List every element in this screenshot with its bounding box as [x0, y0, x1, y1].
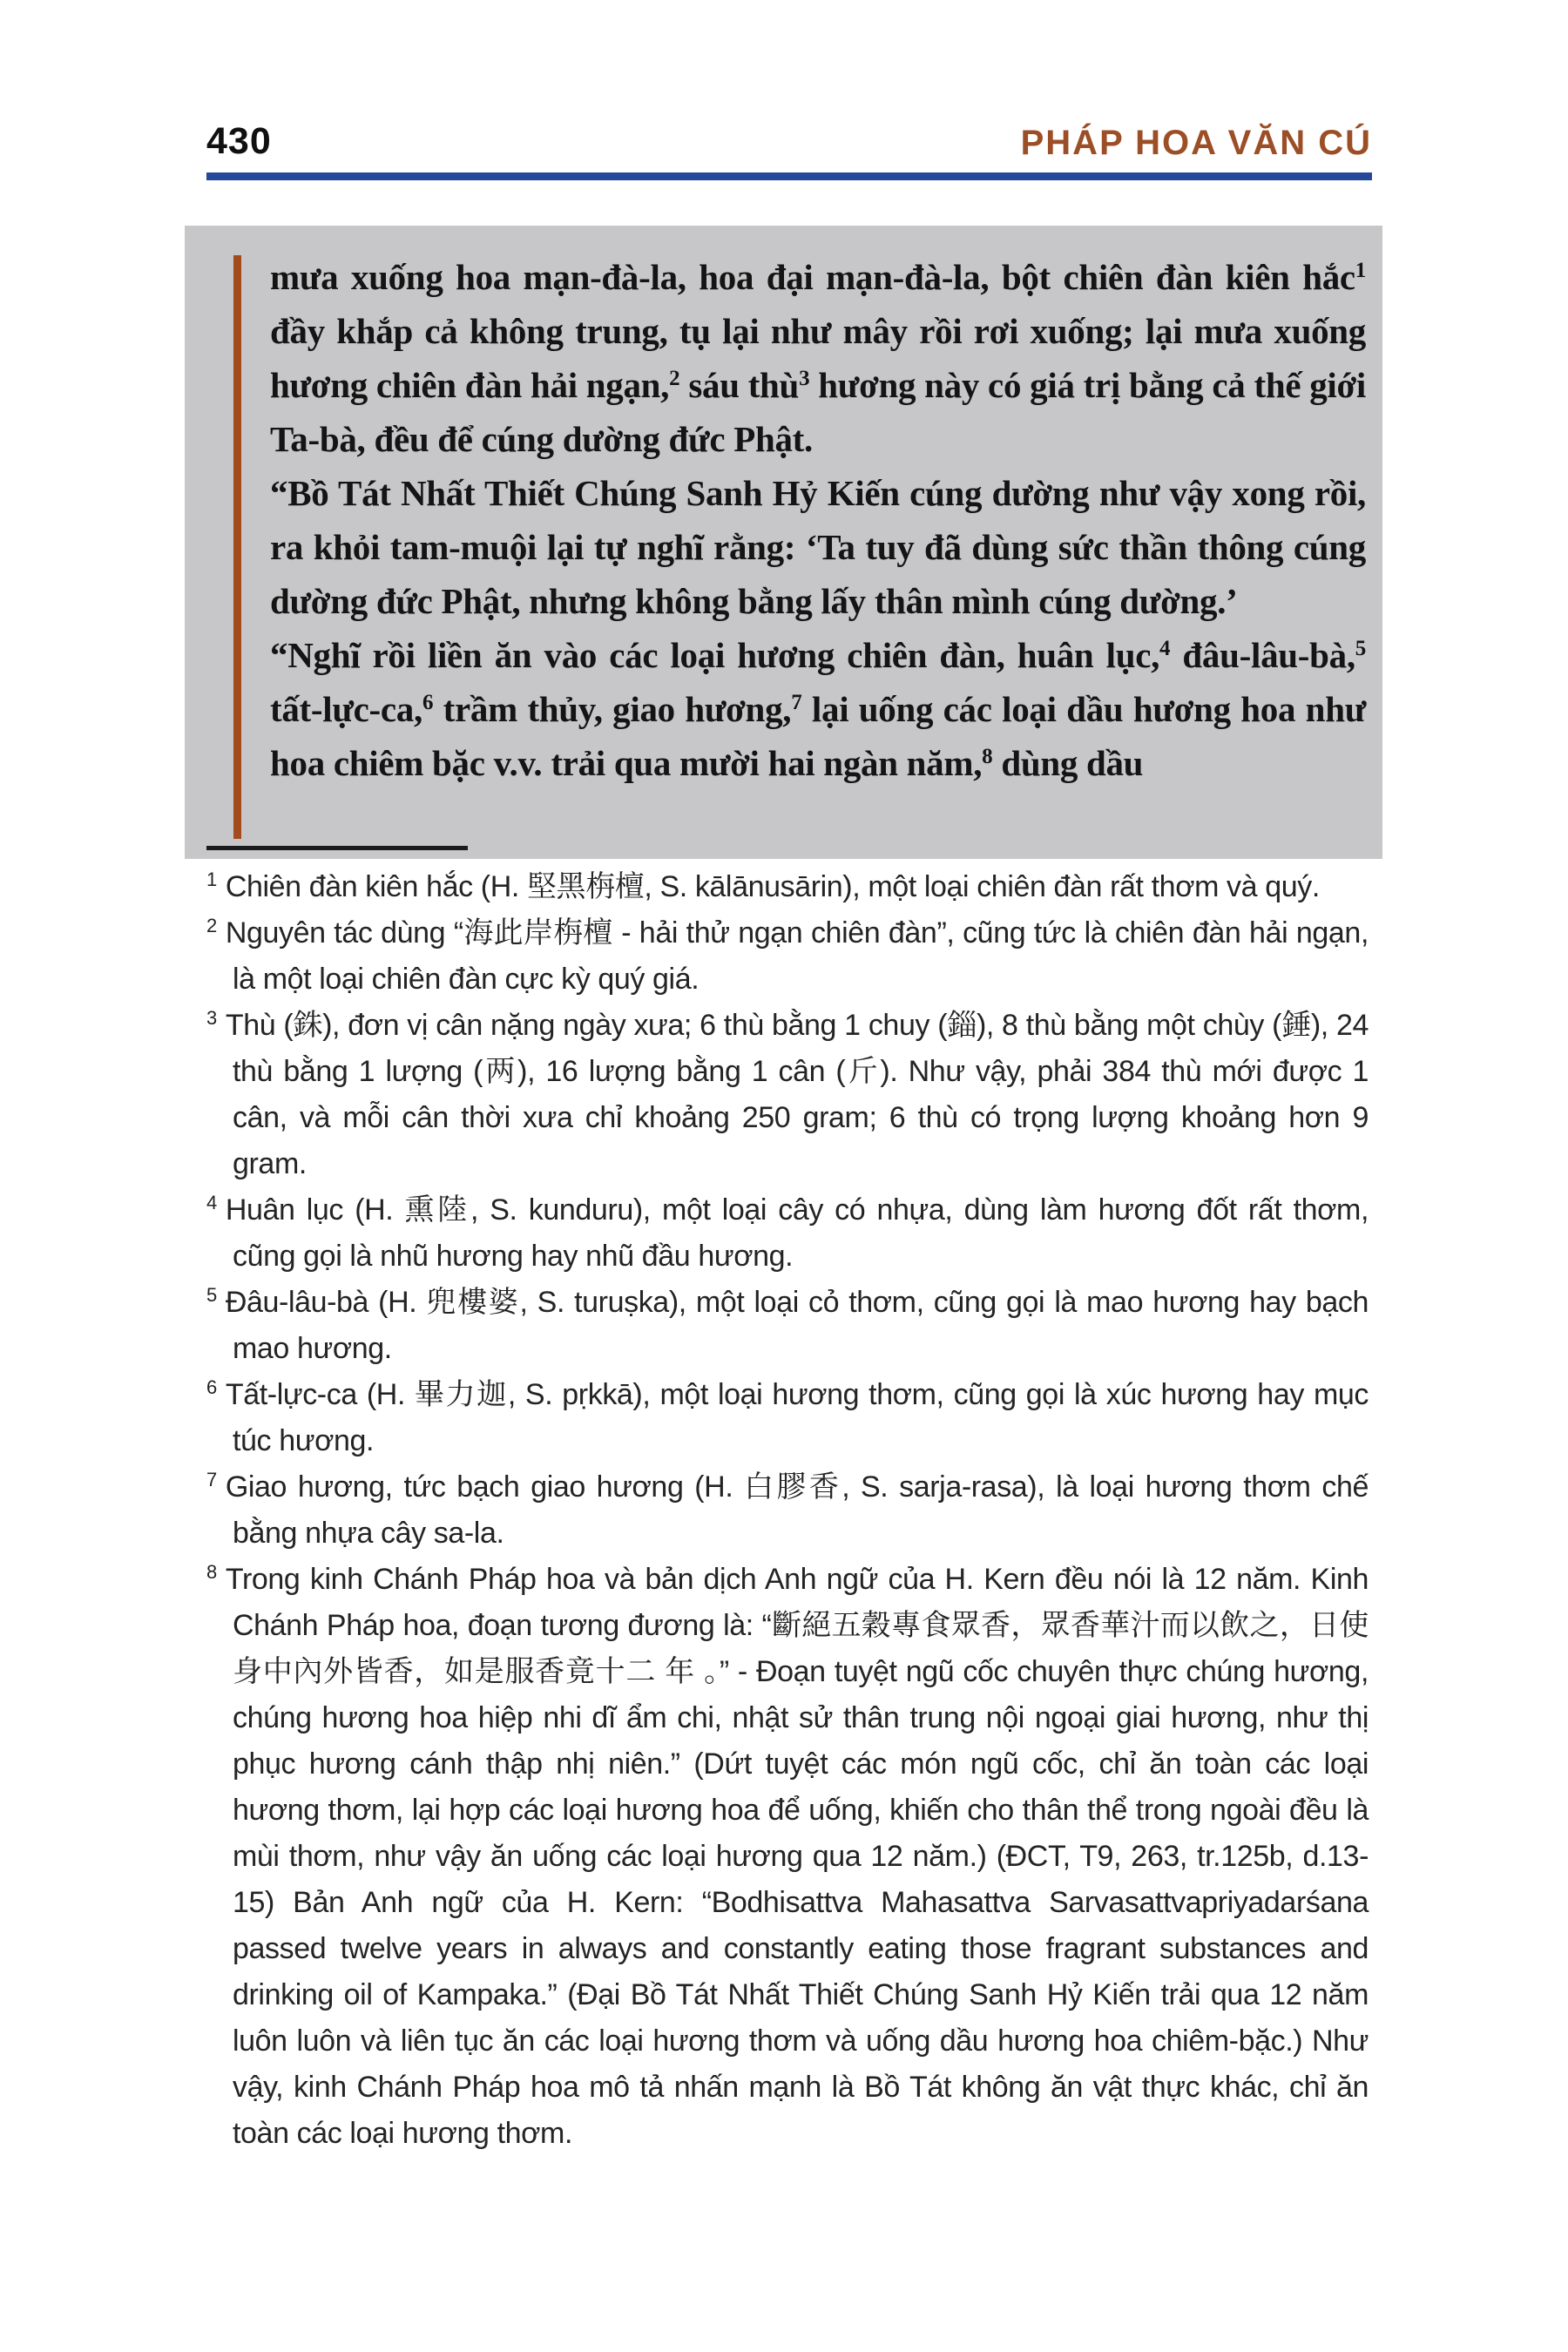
- footnote: $^8$ Trong kinh Chánh Pháp hoa và bản dịch Anh ngữ của H. Kern đều nói là 12 năm. Kinh Chánh Pháp hoa, đoạn tương đương là: “斷絕五穀專食眾香，眾香華汁而以飲之，日使身中內外皆香，如是服香竟十二 年 。” - Đoạn tuyệt ngũ cốc chuyên thực chúng hương, chúng hương hoa hiệp nhi dĩ ẩm chi, nhật sử thân trung nội ngoại giai hương, như thị phục hương cánh thập nhị niên.” (Dứt tuyệt các món ngũ cốc, chỉ ăn toàn các loại hương thơm, lại hợp các loại hương hoa để uống, khiến cho thân thể trong ngoài đều là mùi thơm, như vậy ăn uống các loại hương qua 12 năm.) (ĐCT, T9, 263, tr.125b, d.13-15) Bản Anh ngữ của H. Kern: “Bodhisattva Mahasattva Sarvasattvapriyadarśana passed twelve years in always and constantly eating those fragrant substances and drinking oil of Kampaka.” (Đại Bồ Tát Nhất Thiết Chúng Sanh Hỷ Kiến trải qua 12 năm luôn luôn và liên tục ăn các loại hương thơm và uống dầu hương hoa chiêm-bặc.) Như vậy, kinh Chánh Pháp hoa mô tả nhấn mạnh là Bồ Tát không ăn vật thực khác, chỉ ăn toàn các loại hương thơm.: [206, 1560, 1369, 2150]
- footnote-ref: 7: [791, 691, 802, 715]
- footnote-marker: 5: [206, 1283, 217, 1306]
- footnote: $^3$ Thù (銖), đơn vị cân nặng ngày xưa; 6 thù bằng 1 chuy (錙), 8 thù bằng một chùy (錘), 24 thù bằng 1 lượng (两), 16 lượng bằng 1 cân (斤). Như vậy, phải 384 thù mới được 1 cân, và mỗi cân thời xưa chỉ khoảng 250 gram; 6 thù có trọng lượng khoảng hơn 9 gram.: [206, 1006, 1369, 1180]
- footnote-ref: 3: [799, 367, 810, 391]
- footnote-marker: 6: [206, 1375, 217, 1398]
- quote-text: [270, 250, 1366, 790]
- footnote-marker: 2: [206, 914, 217, 936]
- footnote-separator: [206, 846, 468, 850]
- footnote: $^6$ Tất-lực-ca (H. 畢力迦, S. pṛkkā), một loại hương thơm, cũng gọi là xúc hương hay mục túc hương.: [206, 1375, 1369, 1457]
- footnote: $^4$ Huân lục (H. 熏陸, S. kunduru), một loại cây có nhựa, dùng làm hương đốt rất thơm, cũng gọi là nhũ hương hay nhũ đầu hương.: [206, 1191, 1369, 1273]
- page-number: 430: [206, 120, 272, 162]
- footnote-marker: 1: [206, 868, 217, 890]
- footnote: $^1$ Chiên đàn kiên hắc (H. 堅黑栴檀, S. kālānusārin), một loại chiên đàn rất thơm và quý.: [206, 868, 1320, 903]
- footnote-ref: 2: [669, 367, 680, 391]
- footnotes-section: [206, 864, 1369, 2157]
- footnote: $^2$ Nguyên tác dùng “海此岸栴檀 - hải thử ngạn chiên đàn”, cũng tức là chiên đàn hải ngạn, là một loại chiên đàn cực kỳ quý giá.: [206, 914, 1369, 996]
- quote-paragraph: “Bồ Tát Nhất Thiết Chúng Sanh Hỷ Kiến cúng dường như vậy xong rồi, ra khỏi tam-muội lại tự nghĩ rằng: ‘Ta tuy đã dùng sức thần thông cúng dường đức Phật, nhưng không bằng lấy thân mình cúng dường.’: [270, 473, 1366, 621]
- footnote-ref: 1: [1355, 259, 1366, 283]
- footnote: $^7$ Giao hương, tức bạch giao hương (H. 白膠香, S. sarja-rasa), là loại hương thơm chế bằng nhựa cây sa-la.: [206, 1468, 1369, 1550]
- footnote-ref: 8: [982, 745, 993, 769]
- header-rule: [206, 172, 1372, 180]
- footnote-marker: 3: [206, 1006, 217, 1029]
- quote-block: [185, 226, 1382, 859]
- footnote-ref: 6: [422, 691, 434, 715]
- running-title: PHÁP HOA VĂN CÚ: [1020, 124, 1372, 162]
- footnote-marker: 4: [206, 1191, 217, 1213]
- page-header: [206, 120, 1372, 163]
- footnote: $^5$ Đâu-lâu-bà (H. 兜樓婆, S. turuṣka), một loại cỏ thơm, cũng gọi là mao hương hay bạch mao hương.: [206, 1283, 1369, 1365]
- footnote-ref: 4: [1159, 637, 1171, 661]
- quote-paragraph: mưa xuống hoa mạn-đà-la, hoa đại mạn-đà-la, bột chiên đàn kiên hắc$^1$ đầy khắp cả không trung, tụ lại như mây rồi rơi xuống; lại mưa xuống hương chiên đàn hải ngạn,$^2$ sáu thù$^3$ hương này có giá trị bằng cả thế giới Ta-bà, đều để cúng dường đức Phật.: [270, 257, 1366, 459]
- footnote-marker: 7: [206, 1468, 217, 1490]
- quote-left-bar: [233, 255, 241, 839]
- footnote-marker: 8: [206, 1560, 217, 1583]
- footnote-ref: 5: [1355, 637, 1366, 661]
- quote-paragraph: “Nghĩ rồi liền ăn vào các loại hương chiên đàn, huân lục,$^4$ đâu-lâu-bà,$^5$ tất-lực-ca,$^6$ trầm thủy, giao hương,$^7$ lại uống các loại dầu hương hoa như hoa chiêm bặc v.v. trải qua mười hai ngàn năm,$^8$ dùng dầu: [270, 635, 1366, 783]
